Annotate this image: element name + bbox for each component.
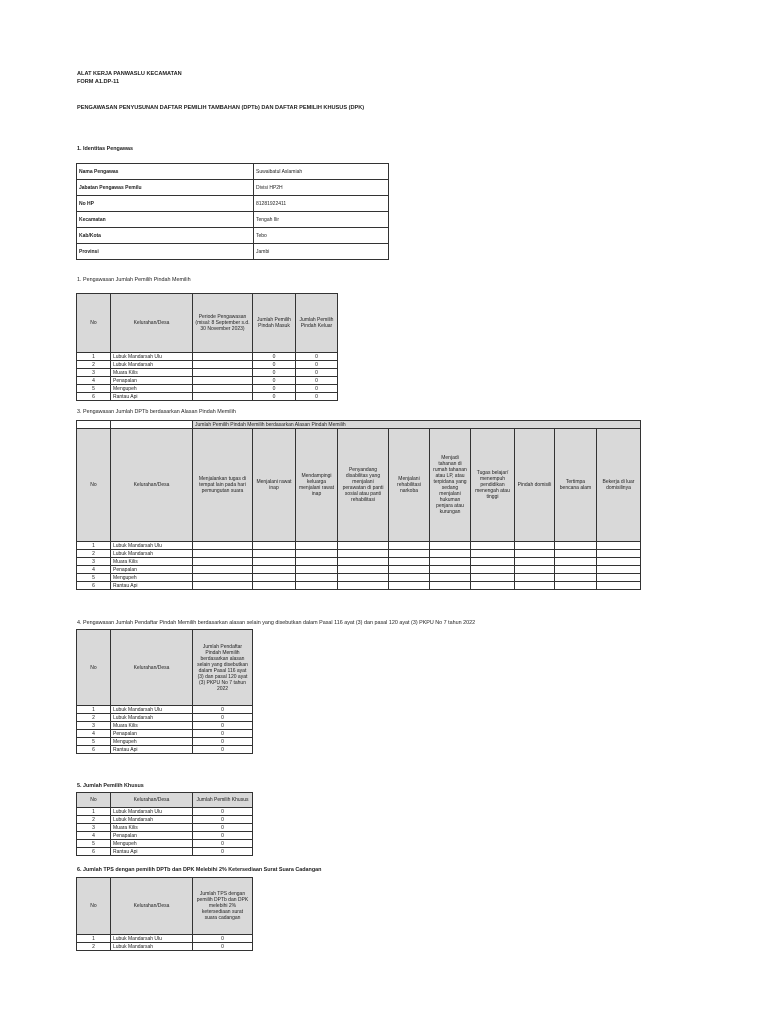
s1-cell — [193, 385, 253, 393]
table-row — [77, 738, 253, 746]
s5-cell: 0 — [193, 808, 253, 816]
s1-cell: 0 — [253, 385, 296, 393]
s4-cell: 0 — [193, 738, 253, 746]
s3-cell — [253, 566, 296, 574]
s3-cell — [389, 582, 430, 590]
table-row — [77, 816, 253, 824]
s5-cell: 0 — [193, 816, 253, 824]
s6-cell: Lubuk Mandarsah — [111, 943, 193, 951]
s1-cell: 0 — [296, 369, 338, 377]
s3-header-cell: Menjalankan tugas di tempat lain pada hari pemungutan suara — [193, 429, 253, 542]
s4-cell: Penapalan — [111, 730, 193, 738]
s3-cell — [597, 550, 641, 558]
table-row — [77, 746, 253, 754]
s1-cell: Lubuk Mandarsah Ulu — [111, 353, 193, 361]
s1-cell: Penapalan — [111, 377, 193, 385]
s5-header-cell: No — [77, 793, 111, 808]
s5-title: 5. Jumlah Pemilih Khusus — [77, 783, 144, 789]
s3-cell — [555, 558, 597, 566]
s1-header-cell: Periode Pengawasan (misal: 8 September s.d. 30 November 2023) — [193, 294, 253, 353]
form-title: PENGAWASAN PENYUSUNAN DAFTAR PEMILIH TAMBAHAN (DPTb) DAN DAFTAR PEMILIH KHUSUS (DPK) — [77, 105, 365, 111]
s3-cell — [338, 542, 389, 550]
s4-cell: 2 — [77, 714, 111, 722]
s3-cell — [555, 582, 597, 590]
s3-cell — [253, 558, 296, 566]
identitas-value: Jambi — [254, 244, 389, 260]
s3-cell — [515, 582, 555, 590]
s3-cell — [515, 574, 555, 582]
s1-cell: 0 — [253, 393, 296, 401]
s3-header-cell: Bekerja di luar domisilinya — [597, 429, 641, 542]
s1-header-cell: Jumlah Pemilih Pindah Keluar — [296, 294, 338, 353]
s4-cell: 0 — [193, 714, 253, 722]
s4-cell: Mengupeh — [111, 738, 193, 746]
s1-cell — [193, 353, 253, 361]
table-row — [77, 558, 641, 566]
s1-cell — [193, 377, 253, 385]
s1-cell: 0 — [253, 377, 296, 385]
s3-cell — [338, 582, 389, 590]
s3-cell — [597, 582, 641, 590]
s1-cell: 6 — [77, 393, 111, 401]
identitas-value: Tebo — [254, 228, 389, 244]
s3-cell — [389, 558, 430, 566]
s3-header-cell: Menjadi tahanan di rumah tahanan atau LP, atau terpidana yang sedang menjalani hukuman penjara atau kurungan — [430, 429, 471, 542]
table-row — [77, 824, 253, 832]
s3-header-cell: Menjalani rawat inap — [253, 429, 296, 542]
s1-header-cell: Jumlah Pemilih Pindah Masuk — [253, 294, 296, 353]
s5-cell: Muara Kilis — [111, 824, 193, 832]
table-row — [77, 582, 641, 590]
s3-cell: 6 — [77, 582, 111, 590]
s1-cell: Mengupeh — [111, 385, 193, 393]
s1-cell: 0 — [253, 361, 296, 369]
s3-cell — [338, 558, 389, 566]
s4-cell: 0 — [193, 722, 253, 730]
identitas-label: Kab/Kota — [77, 228, 254, 244]
s5-cell: 0 — [193, 840, 253, 848]
s3-cell — [389, 566, 430, 574]
s3-cell — [253, 582, 296, 590]
identitas-row — [77, 164, 389, 180]
table-row — [77, 377, 338, 385]
s3-cell: Rantau Api — [111, 582, 193, 590]
s1-cell: 0 — [296, 353, 338, 361]
s3-cell — [597, 542, 641, 550]
s1-table — [76, 293, 338, 401]
s6-cell: Lubuk Mandarsah Ulu — [111, 935, 193, 943]
identitas-value: 81281922411 — [254, 196, 389, 212]
s4-header-cell: No — [77, 630, 111, 706]
s3-cell: Lubuk Mandarsah — [111, 550, 193, 558]
s3-cell — [555, 550, 597, 558]
s3-cell — [471, 542, 515, 550]
s3-cell — [296, 550, 338, 558]
s1-cell — [193, 361, 253, 369]
s3-cell — [253, 574, 296, 582]
s3-header-cell: Tertimpa bencana alam — [555, 429, 597, 542]
s3-cell: 5 — [77, 574, 111, 582]
s4-title: 4. Pengawasan Jumlah Pendaftar Pindah Memilih berdasarkan alasan selain yang disebutkan dalam Pasal 116 ayat (3) dan pasal 120 ayat (3) PKPU No 7 tahun 2022 — [77, 620, 476, 626]
s3-cell: Mengupeh — [111, 574, 193, 582]
s5-cell: 0 — [193, 832, 253, 840]
identitas-label: Jabatan Pengawas Pemilu — [77, 180, 254, 196]
s3-cell — [253, 542, 296, 550]
s3-cell — [296, 566, 338, 574]
s5-cell: 1 — [77, 808, 111, 816]
s4-cell: 1 — [77, 706, 111, 714]
table-row — [77, 714, 253, 722]
s1-cell: 2 — [77, 361, 111, 369]
s4-table — [76, 629, 253, 754]
s5-table — [76, 792, 253, 856]
s3-cell — [515, 542, 555, 550]
s3-cell — [389, 542, 430, 550]
table-row — [77, 808, 253, 816]
s1-cell: Muara Kilis — [111, 369, 193, 377]
table-row — [77, 393, 338, 401]
form-header-line1: ALAT KERJA PANWASLU KECAMATAN — [77, 71, 182, 77]
s4-cell: 0 — [193, 706, 253, 714]
s3-head-blank — [111, 421, 193, 429]
s3-head-blank — [77, 421, 111, 429]
s6-cell: 2 — [77, 943, 111, 951]
s1-cell: 5 — [77, 385, 111, 393]
s3-cell — [338, 574, 389, 582]
s3-cell: 1 — [77, 542, 111, 550]
identitas-value: Tengah Ilir — [254, 212, 389, 228]
s5-cell: 2 — [77, 816, 111, 824]
s5-cell: Lubuk Mandarsah Ulu — [111, 808, 193, 816]
s5-cell: Mengupeh — [111, 840, 193, 848]
identitas-value: Suwaibatul Aslamiah — [254, 164, 389, 180]
s5-cell: 6 — [77, 848, 111, 856]
identitas-title: 1. Identitas Pengawas — [77, 146, 134, 152]
identitas-row — [77, 180, 389, 196]
s3-cell — [389, 574, 430, 582]
s1-header-cell: Kelurahan/Desa — [111, 294, 193, 353]
s5-cell: Lubuk Mandarsah — [111, 816, 193, 824]
identitas-row — [77, 228, 389, 244]
s1-header-cell: No — [77, 294, 111, 353]
s3-cell — [555, 542, 597, 550]
s3-cell: Muara Kilis — [111, 558, 193, 566]
s1-cell: 0 — [253, 369, 296, 377]
table-row — [77, 566, 641, 574]
s3-header-cell: Kelurahan/Desa — [111, 429, 193, 542]
s3-cell — [471, 566, 515, 574]
table-row — [77, 706, 253, 714]
s5-cell: 4 — [77, 832, 111, 840]
s1-cell: 4 — [77, 377, 111, 385]
s6-cell: 0 — [193, 935, 253, 943]
s3-group-header: Jumlah Pemilih Pindah Memilih berdasarkan Alasan Pindah Memilih — [193, 421, 641, 429]
s3-cell — [338, 566, 389, 574]
s3-header-cell: Mendampingi keluarga menjalani rawat inap — [296, 429, 338, 542]
s5-cell: 0 — [193, 824, 253, 832]
table-row — [77, 935, 253, 943]
s3-cell — [430, 542, 471, 550]
s5-cell: 0 — [193, 848, 253, 856]
s1-cell: Rantau Api — [111, 393, 193, 401]
s3-table — [76, 420, 641, 590]
s3-cell — [515, 550, 555, 558]
table-row — [77, 943, 253, 951]
s3-cell — [597, 558, 641, 566]
s1-cell — [193, 393, 253, 401]
s4-cell: 4 — [77, 730, 111, 738]
s3-cell — [430, 582, 471, 590]
table-row — [77, 574, 641, 582]
s3-cell — [597, 574, 641, 582]
s5-cell: Penapalan — [111, 832, 193, 840]
s1-cell: Lubuk Mandarsah — [111, 361, 193, 369]
s3-cell — [430, 574, 471, 582]
s3-cell: 2 — [77, 550, 111, 558]
table-row — [77, 353, 338, 361]
identitas-label: Provinsi — [77, 244, 254, 260]
s3-cell — [555, 574, 597, 582]
table-row — [77, 840, 253, 848]
s3-cell — [389, 550, 430, 558]
table-row — [77, 369, 338, 377]
s1-cell: 0 — [253, 353, 296, 361]
s4-header-cell: Jumlah Pendaftar Pindah Memilih berdasarkan alasan selain yang disebutkan dalam Pasal 116 ayat (3) dan pasal 120 ayat (3) PKPU No 7 tahun 2022 — [193, 630, 253, 706]
s3-cell: 3 — [77, 558, 111, 566]
s3-cell — [193, 566, 253, 574]
s3-cell — [471, 558, 515, 566]
s3-cell — [193, 574, 253, 582]
s4-header-cell: Kelurahan/Desa — [111, 630, 193, 706]
identitas-value: Divisi HP2H — [254, 180, 389, 196]
s3-header-cell: Menjalani rehabilitasi narkoba — [389, 429, 430, 542]
s1-cell: 0 — [296, 393, 338, 401]
table-row — [77, 385, 338, 393]
identitas-row — [77, 244, 389, 260]
s3-cell — [193, 582, 253, 590]
s3-cell — [430, 566, 471, 574]
s3-cell — [597, 566, 641, 574]
s3-cell: Lubuk Mandarsah Ulu — [111, 542, 193, 550]
s3-cell — [555, 566, 597, 574]
table-row — [77, 361, 338, 369]
s3-cell — [296, 542, 338, 550]
table-row — [77, 832, 253, 840]
s3-cell — [430, 558, 471, 566]
form-code: FORM A1.DP-11 — [77, 79, 120, 85]
s3-cell — [471, 574, 515, 582]
s4-cell: 5 — [77, 738, 111, 746]
s3-cell — [430, 550, 471, 558]
s1-cell — [193, 369, 253, 377]
s3-cell — [193, 550, 253, 558]
s4-cell: 0 — [193, 746, 253, 754]
table-row — [77, 848, 253, 856]
s3-cell — [515, 566, 555, 574]
identitas-label: Nama Pengawas — [77, 164, 254, 180]
s3-cell — [253, 550, 296, 558]
s6-header-cell: Kelurahan/Desa — [111, 878, 193, 935]
s3-cell — [296, 582, 338, 590]
s4-cell: Lubuk Mandarsah Ulu — [111, 706, 193, 714]
s3-cell — [471, 550, 515, 558]
s6-table — [76, 877, 253, 951]
identitas-row — [77, 212, 389, 228]
s4-cell: 3 — [77, 722, 111, 730]
s5-cell: 5 — [77, 840, 111, 848]
s5-cell: Rantau Api — [111, 848, 193, 856]
s1-cell: 0 — [296, 385, 338, 393]
table-row — [77, 542, 641, 550]
s4-cell: Rantau Api — [111, 746, 193, 754]
s3-title: 3. Pengawasan Jumlah DPTb berdasarkan Alasan Pindah Memilih — [77, 409, 236, 415]
s5-header-cell: Kelurahan/Desa — [111, 793, 193, 808]
s3-header-cell: No — [77, 429, 111, 542]
s4-cell: 0 — [193, 730, 253, 738]
s6-header-cell: No — [77, 878, 111, 935]
s6-cell: 0 — [193, 943, 253, 951]
s6-cell: 1 — [77, 935, 111, 943]
s4-cell: Muara Kilis — [111, 722, 193, 730]
identitas-label: Kecamatan — [77, 212, 254, 228]
s3-cell — [471, 582, 515, 590]
s3-cell — [515, 558, 555, 566]
s3-header-cell: Penyandang disabilitas yang menjalani perawatan di panti sosial atau panti rehabilitasi — [338, 429, 389, 542]
identitas-label: No HP — [77, 196, 254, 212]
s6-header-cell: Jumlah TPS dengan pemilih DPTb dan DPK melebihi 2% ketersediaan surat suara cadangan — [193, 878, 253, 935]
s3-cell — [193, 558, 253, 566]
s1-cell: 0 — [296, 361, 338, 369]
s3-cell: Penapalan — [111, 566, 193, 574]
table-row — [77, 722, 253, 730]
s3-cell — [296, 558, 338, 566]
s3-header-cell: Pindah domisili — [515, 429, 555, 542]
s1-title: 1. Pengawasan Jumlah Pemilih Pindah Memilih — [77, 277, 191, 283]
s1-cell: 1 — [77, 353, 111, 361]
identitas-table — [76, 163, 389, 260]
s4-cell: Lubuk Mandarsah — [111, 714, 193, 722]
s3-cell — [338, 550, 389, 558]
s4-cell: 6 — [77, 746, 111, 754]
s3-cell: 4 — [77, 566, 111, 574]
s6-title: 6. Jumlah TPS dengan pemilih DPTb dan DPK Melebihi 2% Ketersediaan Surat Suara Cadangan — [77, 867, 322, 873]
table-row — [77, 730, 253, 738]
s1-cell: 0 — [296, 377, 338, 385]
identitas-row — [77, 196, 389, 212]
table-row — [77, 550, 641, 558]
s5-cell: 3 — [77, 824, 111, 832]
s5-header-cell: Jumlah Pemilih Khusus — [193, 793, 253, 808]
s3-cell — [296, 574, 338, 582]
s1-cell: 3 — [77, 369, 111, 377]
s3-header-cell: Tugas belajar/ menempuh pendidikan menengah atau tinggi — [471, 429, 515, 542]
s3-cell — [193, 542, 253, 550]
